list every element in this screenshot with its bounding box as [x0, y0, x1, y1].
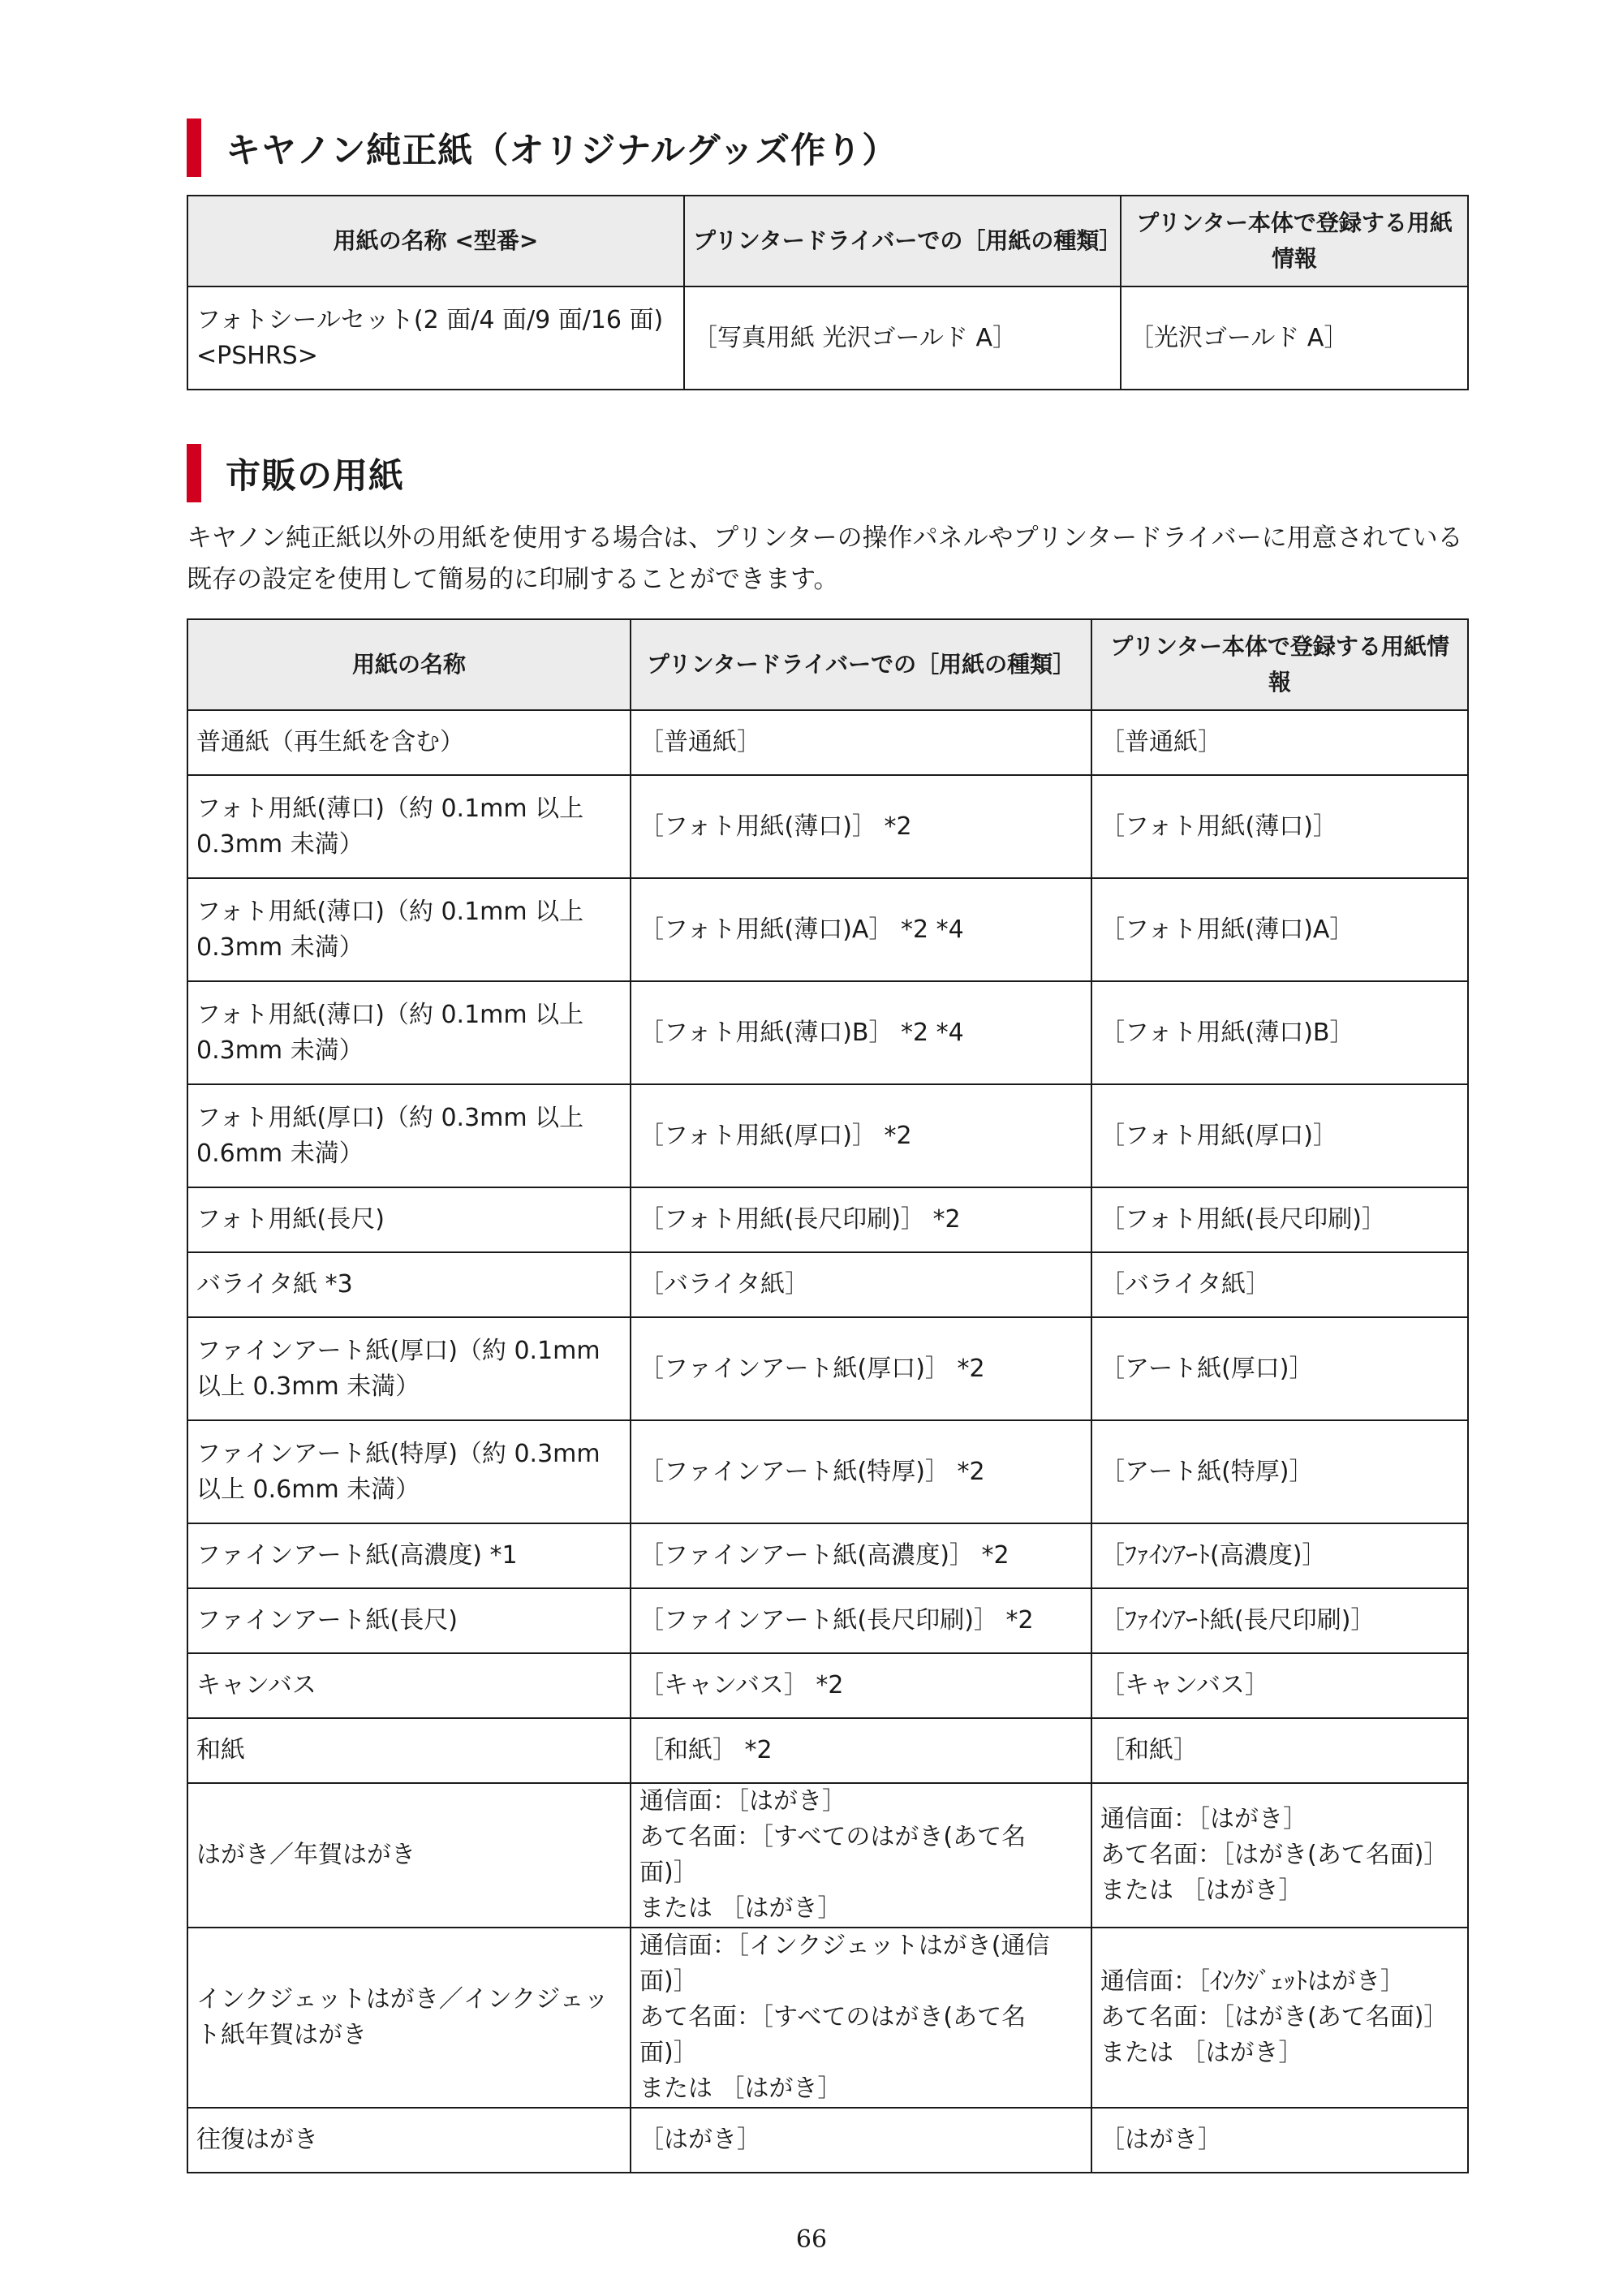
- header-paper-name: 用紙の名称: [187, 619, 631, 710]
- cell-driver-type: ［写真用紙 光沢ゴールド A］: [684, 286, 1121, 390]
- cell-paper-name: キャンバス: [187, 1653, 631, 1718]
- table-row: [187, 1420, 1468, 1523]
- cell-driver-type: ［フォト用紙(薄口)A］ *2 *4: [631, 878, 1091, 981]
- table-row: [187, 775, 1468, 878]
- cell-driver-type: ［バライタ紙］: [631, 1252, 1091, 1317]
- cell-paper-name: バライタ紙 *3: [187, 1252, 631, 1317]
- cell-printer-info: ［光沢ゴールド A］: [1121, 286, 1468, 390]
- table-row: [187, 2108, 1468, 2173]
- cell-paper-name: フォト用紙(薄口)（約 0.1mm 以上 0.3mm 未満）: [187, 981, 631, 1084]
- canon-paper-table: [187, 195, 1469, 390]
- cell-driver-type: ［ファインアート紙(厚口)］ *2: [631, 1317, 1091, 1420]
- cell-paper-name: 往復はがき: [187, 2108, 631, 2173]
- cell-printer-info: ［キャンバス］: [1091, 1653, 1468, 1718]
- cell-driver-type: ［普通紙］: [631, 710, 1091, 775]
- cell-printer-info: 通信面：［ｲﾝｸｼﾞｪｯﾄはがき］ あて名面：［はがき(あて名面)］ または ［はがき］: [1091, 1928, 1468, 2108]
- cell-printer-info: ［フォト用紙(薄口)A］: [1091, 878, 1468, 981]
- table-header-row: [187, 619, 1468, 710]
- cell-printer-info: ［フォト用紙(厚口)］: [1091, 1084, 1468, 1187]
- commercial-paper-table: [187, 618, 1469, 2173]
- cell-printer-info: ［フォト用紙(薄口)］: [1091, 775, 1468, 878]
- cell-driver-type: ［フォト用紙(厚口)］ *2: [631, 1084, 1091, 1187]
- cell-printer-info: ［フォト用紙(薄口)B］: [1091, 981, 1468, 1084]
- heading-accent-bar: [187, 118, 201, 177]
- table-row: [187, 710, 1468, 775]
- cell-driver-type: ［フォト用紙(長尺印刷)］ *2: [631, 1187, 1091, 1252]
- table-row: [187, 1252, 1468, 1317]
- table-row: [187, 1084, 1468, 1187]
- cell-paper-name: フォト用紙(厚口)（約 0.3mm 以上 0.6mm 未満）: [187, 1084, 631, 1187]
- cell-driver-type: 通信面：［インクジェットはがき(通信 面)］ あて名面：［すべてのはがき(あて名面)］ または ［はがき］: [631, 1928, 1091, 2108]
- cell-driver-type: ［フォト用紙(薄口)］ *2: [631, 775, 1091, 878]
- table-row: [187, 981, 1468, 1084]
- section-title: キヤノン純正紙（オリジナルグッズ作り）: [226, 130, 898, 171]
- cell-printer-info: 通信面：［はがき］ あて名面：［はがき(あて名面)］ または ［はがき］: [1091, 1783, 1468, 1928]
- table-row: [187, 1928, 1468, 2108]
- cell-printer-info: ［バライタ紙］: [1091, 1252, 1468, 1317]
- cell-driver-type: ［和紙］ *2: [631, 1718, 1091, 1783]
- table-row: [187, 1783, 1468, 1928]
- table-row: [187, 1523, 1468, 1588]
- cell-printer-info: ［フォト用紙(長尺印刷)］: [1091, 1187, 1468, 1252]
- cell-paper-name: フォト用紙(薄口)（約 0.1mm 以上 0.3mm 未満）: [187, 775, 631, 878]
- heading-accent-bar: [187, 444, 201, 502]
- cell-printer-info: ［はがき］: [1091, 2108, 1468, 2173]
- section-heading-canon-paper: [187, 118, 898, 177]
- table-row: [187, 878, 1468, 981]
- cell-paper-name: ファインアート紙(特厚)（約 0.3mm 以上 0.6mm 未満）: [187, 1420, 631, 1523]
- table-row: [187, 1718, 1468, 1783]
- cell-printer-info: ［アート紙(特厚)］: [1091, 1420, 1468, 1523]
- table-header-row: [187, 196, 1468, 286]
- cell-paper-name: フォト用紙(薄口)（約 0.1mm 以上 0.3mm 未満）: [187, 878, 631, 981]
- cell-paper-name: ファインアート紙(厚口)（約 0.1mm 以上 0.3mm 未満）: [187, 1317, 631, 1420]
- cell-paper-name: 和紙: [187, 1718, 631, 1783]
- cell-printer-info: ［ﾌｧｲﾝｱｰﾄ(高濃度)］: [1091, 1523, 1468, 1588]
- table-row: [187, 1187, 1468, 1252]
- page-number: 66: [795, 2225, 828, 2254]
- cell-driver-type: ［ファインアート紙(高濃度)］ *2: [631, 1523, 1091, 1588]
- cell-paper-name: 普通紙（再生紙を含む）: [187, 710, 631, 775]
- cell-printer-info: ［普通紙］: [1091, 710, 1468, 775]
- cell-driver-type: ［ファインアート紙(長尺印刷)］ *2: [631, 1588, 1091, 1653]
- header-printer-info: プリンター本体で登録する用紙情報: [1121, 196, 1468, 286]
- cell-paper-name: フォト用紙(長尺): [187, 1187, 631, 1252]
- cell-driver-type: ［ファインアート紙(特厚)］ *2: [631, 1420, 1091, 1523]
- intro-paragraph: キヤノン純正紙以外の用紙を使用する場合は、プリンターの操作パネルやプリンタードライバーに用意されている既存の設定を使用して簡易的に印刷することができます。: [187, 523, 1463, 594]
- cell-printer-info: ［アート紙(厚口)］: [1091, 1317, 1468, 1420]
- cell-driver-type: ［キャンバス］ *2: [631, 1653, 1091, 1718]
- table-row: [187, 1588, 1468, 1653]
- header-driver-type: プリンタードライバーでの［用紙の種類］: [684, 196, 1121, 286]
- header-printer-info: プリンター本体で登録する用紙情報: [1091, 619, 1468, 710]
- cell-paper-name: はがき／年賀はがき: [187, 1783, 631, 1928]
- header-driver-type: プリンタードライバーでの［用紙の種類］: [631, 619, 1091, 710]
- cell-driver-type: ［はがき］: [631, 2108, 1091, 2173]
- section-heading-commercial-paper: [187, 444, 404, 502]
- cell-driver-type: ［フォト用紙(薄口)B］ *2 *4: [631, 981, 1091, 1084]
- cell-paper-name: フォトシールセット(2 面/4 面/9 面/16 面) <PSHRS>: [187, 286, 684, 390]
- cell-driver-type: 通信面：［はがき］ あて名面：［すべてのはがき(あて名面)］ または ［はがき］: [631, 1783, 1091, 1928]
- section-title: 市販の用紙: [226, 455, 404, 497]
- table-row: [187, 1317, 1468, 1420]
- header-paper-name: 用紙の名称 <型番>: [187, 196, 684, 286]
- table-row: [187, 1653, 1468, 1718]
- table-row: [187, 286, 1468, 390]
- cell-printer-info: ［和紙］: [1091, 1718, 1468, 1783]
- cell-paper-name: ファインアート紙(高濃度) *1: [187, 1523, 631, 1588]
- cell-paper-name: ファインアート紙(長尺): [187, 1588, 631, 1653]
- cell-printer-info: ［ﾌｧｲﾝｱｰﾄ紙(長尺印刷)］: [1091, 1588, 1468, 1653]
- cell-paper-name: インクジェットはがき／インクジェッ ト紙年賀はがき: [187, 1928, 631, 2108]
